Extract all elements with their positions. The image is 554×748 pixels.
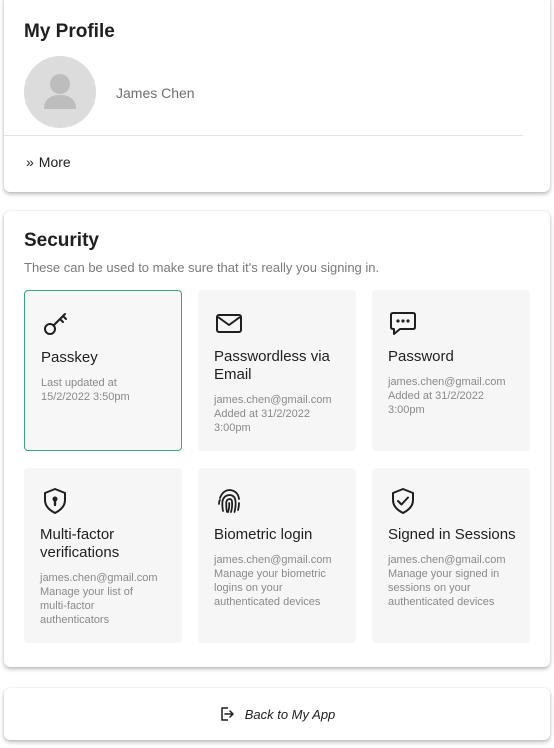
tile-title: Passkey	[41, 349, 98, 366]
tile-biometric-login[interactable]	[198, 468, 356, 643]
security-subtitle: These can be used to make sure that it's really you signing in.	[24, 260, 380, 275]
avatar[interactable]	[24, 56, 96, 128]
back-label: Back to My App	[244, 706, 336, 722]
tile-signed-in-sessions[interactable]	[372, 468, 530, 643]
tile-desc-line: Manage your signed in	[388, 568, 500, 580]
tile-desc-line: sessions on your	[388, 582, 471, 594]
tile-desc-line: multi-factor	[40, 600, 95, 612]
tile-description	[41, 376, 175, 404]
tile-passwordless-email[interactable]	[198, 290, 356, 451]
user-icon	[24, 56, 96, 128]
tile-title: Signed in Sessions	[388, 526, 516, 543]
tile-description	[40, 571, 176, 627]
more-label: More	[38, 154, 71, 170]
tile-desc-line: 3:00pm	[214, 422, 251, 434]
tile-desc-line: authenticated devices	[214, 596, 321, 608]
chat-dots-icon	[388, 308, 418, 338]
double-chevron-right-icon: »	[26, 154, 34, 170]
tile-title: Passwordless via Email	[214, 348, 330, 383]
profile-card	[4, 0, 550, 192]
tile-title: Multi-factor verifications	[40, 526, 120, 561]
exit-icon	[219, 706, 235, 722]
security-title: Security	[24, 230, 99, 251]
tile-description	[214, 393, 350, 435]
tile-desc-line: authenticated devices	[388, 596, 495, 608]
tile-title: Biometric login	[214, 526, 313, 543]
tile-desc-line: authenticators	[40, 614, 110, 626]
tile-desc-line: james.chen@gmail.com	[214, 554, 332, 566]
tile-title: Password	[388, 348, 454, 365]
tile-desc-line: Added at 31/2/2022	[388, 390, 485, 402]
tile-desc-line: 15/2/2022 3:50pm	[41, 391, 130, 403]
divider	[4, 135, 523, 136]
tile-passkey[interactable]	[24, 290, 182, 451]
back-button-content	[219, 706, 336, 722]
fingerprint-icon	[214, 486, 244, 516]
tile-desc-line: james.chen@gmail.com	[214, 394, 332, 406]
security-card	[4, 211, 550, 667]
tile-desc-line: james.chen@gmail.com	[388, 554, 506, 566]
back-to-app-button[interactable]	[4, 688, 550, 740]
tile-desc-line: Added at 31/2/2022	[214, 408, 311, 420]
profile-title: My Profile	[24, 21, 115, 42]
tile-desc-line: Manage your list of	[40, 586, 133, 598]
tile-multi-factor[interactable]	[24, 468, 182, 643]
tile-description	[388, 375, 524, 417]
tile-desc-line: 3:00pm	[388, 404, 425, 416]
tile-desc-line: Last updated at	[41, 377, 117, 389]
tile-desc-line: Manage your biometric	[214, 568, 326, 580]
profile-name: James Chen	[116, 85, 195, 101]
more-button[interactable]	[26, 154, 71, 170]
tile-description	[214, 553, 350, 609]
tile-password[interactable]	[372, 290, 530, 451]
shield-check-icon	[388, 486, 418, 516]
mail-icon	[214, 308, 244, 338]
key-icon	[41, 309, 71, 339]
shield-lock-icon	[40, 486, 70, 516]
tile-description	[388, 553, 524, 609]
tile-desc-line: james.chen@gmail.com	[388, 376, 506, 388]
tile-desc-line: logins on your	[214, 582, 283, 594]
tile-desc-line: james.chen@gmail.com	[40, 572, 158, 584]
